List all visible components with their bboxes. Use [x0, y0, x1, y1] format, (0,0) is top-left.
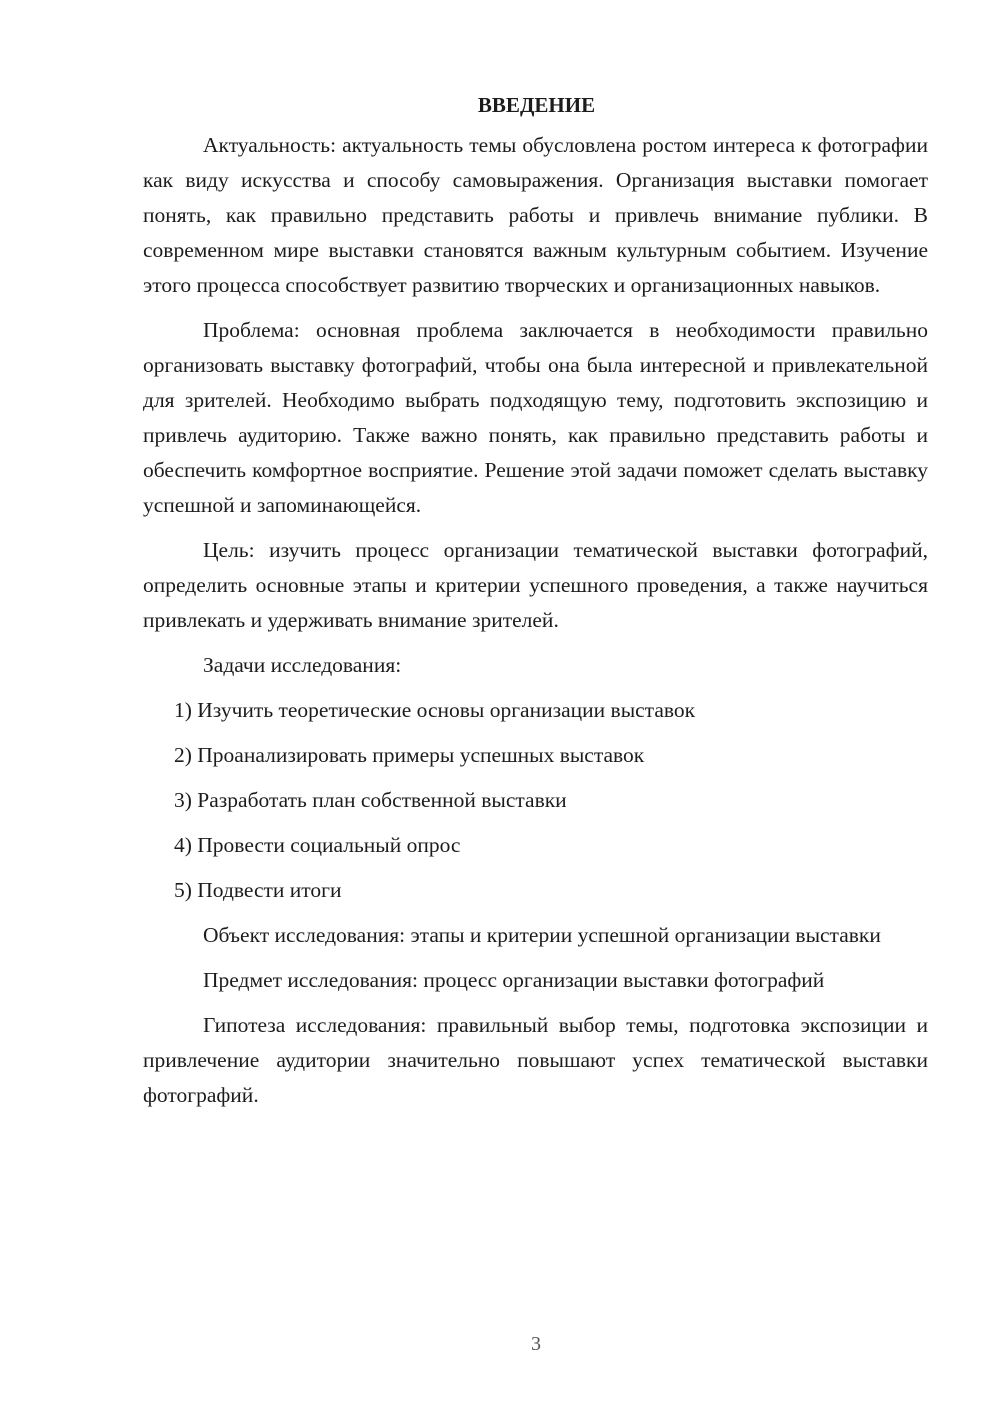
page-title: ВВЕДЕНИЕ	[477, 93, 596, 117]
subject-paragraph: Предмет исследования: процесс организации выставки фотографий	[203, 968, 825, 992]
list-item: 2) Проанализировать примеры успешных выставок	[174, 743, 645, 767]
list-item: 3) Разработать план собственной выставки	[174, 788, 567, 812]
page-number: 3	[531, 1333, 541, 1355]
list-item: 4) Провести социальный опрос	[174, 833, 461, 857]
document-page	[143, 90, 928, 1123]
list-item: 5) Подвести итоги	[174, 878, 342, 902]
tasks-heading: Задачи исследования:	[203, 653, 402, 677]
list-item: 1) Изучить теоретические основы организации выставок	[174, 698, 696, 722]
relevance-paragraph: Актуальность: актуальность темы обусловлена ростом интереса к фотографии как виду искусства и способу самовыражения. Организация выставки помогает понять, как правильно представить работы и привлечь внимание публики. В современном мире выставки становятся важным культурным событием. Изучение этого процесса способствует развитию творческих и организационных навыков.	[143, 133, 928, 297]
object-paragraph: Объект исследования: этапы и критерии успешной организации выставки	[203, 923, 881, 947]
tasks-list	[143, 693, 928, 908]
problem-paragraph: Проблема: основная проблема заключается в необходимости правильно организовать выставку фотографий, чтобы она была интересной и привлекательной для зрителей. Необходимо выбрать подходящую тему, подготовить экспозицию и привлечь аудиторию. Также важно понять, как правильно представить работы и обеспечить комфортное восприятие. Решение этой задачи поможет сделать выставку успешной и запоминающейся.	[143, 318, 928, 517]
hypothesis-paragraph: Гипотеза исследования: правильный выбор темы, подготовка экспозиции и привлечение аудитории значительно повышают успех тематической выставки фотографий.	[143, 1013, 928, 1107]
goal-paragraph: Цель: изучить процесс организации тематической выставки фотографий, определить основные этапы и критерии успешного проведения, а также научиться привлекать и удерживать внимание зрителей.	[143, 538, 928, 632]
